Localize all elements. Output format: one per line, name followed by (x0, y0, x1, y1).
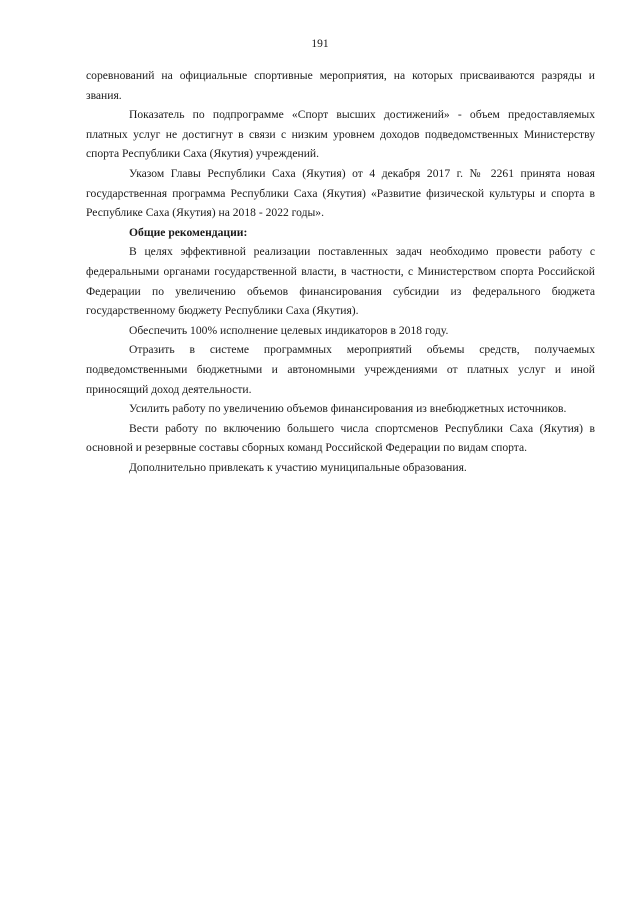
paragraph-decree: Указом Главы Республики Саха (Якутия) от 4 декабря 2017 г. № 2261 принята новая государственная программа Республики Саха (Якутия) «Развитие физической культуры и спорта в Республике Саха (Якутия) на 2018 - 2022 годы». (86, 166, 595, 220)
paragraph-reflect-funds: Отразить в системе программных мероприятий объемы средств, получаемых подведомственными бюджетными и автономными учреждениями от платных услуг и иной приносящий доход деятельности. (86, 343, 595, 396)
paragraph-federal-cooperation: В целях эффективной реализации поставленных задач необходимо провести работу с федеральными органами государственной власти, в частности, с Министерством спорта Российской Федерации по увеличению объемов финансирования субсидии из федерального бюджета государственному бюджету Республики Саха (Якутия). (86, 245, 595, 318)
paragraph-municipalities: Дополнительно привлекать к участию муниципальные образования. (129, 460, 467, 474)
section-heading-recommendations: Общие рекомендации: (129, 225, 248, 239)
page-body (86, 66, 595, 477)
page-number: 191 (311, 38, 329, 50)
paragraph-indicator-paid-services: Показатель по подпрограмме «Спорт высших достижений» - объем предоставляемых платных услуг не достигнут в связи с низким уровнем доходов подведомственных Министерству спорта Республики Саха (Якутия) учреждений. (86, 108, 595, 161)
paragraph-athletes: Вести работу по включению большего числа спортсменов Республики Саха (Якутия) в основной и резервные составы сборных команд Российской Федерации по видам спорта. (86, 421, 595, 455)
paragraph-extrabudgetary: Усилить работу по увеличению объемов финансирования из внебюджетных источников. (129, 402, 567, 416)
paragraph-continuation: соревнований на официальные спортивные мероприятия, на которых присваиваются разряды и звания. (86, 69, 595, 102)
paragraph-targets: Обеспечить 100% исполнение целевых индикаторов в 2018 году. (129, 323, 449, 337)
